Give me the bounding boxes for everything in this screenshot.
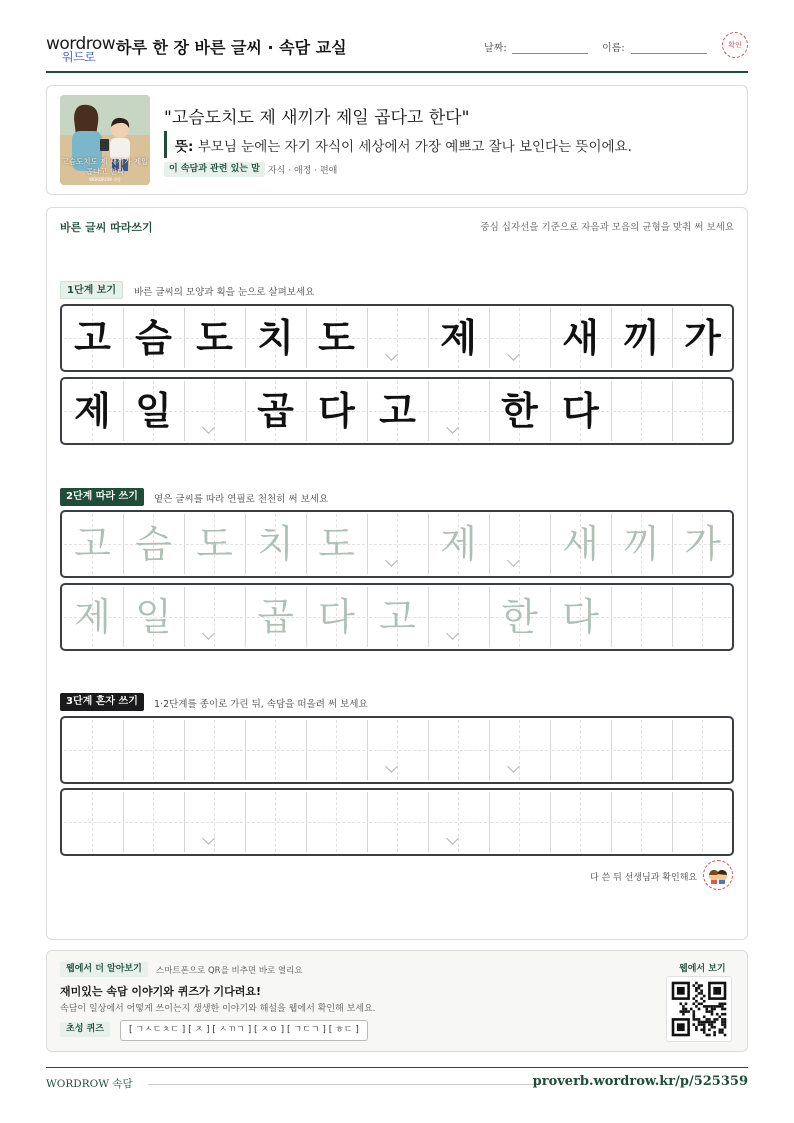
grid-cell[interactable] [306, 512, 367, 576]
grid-cell[interactable] [611, 585, 672, 649]
space-marker-icon [385, 554, 398, 567]
grid-cell[interactable] [672, 512, 733, 576]
grid-cell [672, 379, 733, 443]
space-marker-icon [507, 554, 520, 567]
space-marker-icon [202, 832, 215, 845]
grid-cell[interactable] [123, 512, 184, 576]
grid-char: 제 [440, 522, 477, 566]
grid-char: 끼 [623, 522, 660, 566]
grid-char: 도 [318, 522, 355, 566]
web-more-desc: 속담이 일상에서 어떻게 쓰이는지 생생한 이야기와 해설을 웹에서 확인해 보세요. [60, 1004, 376, 1014]
grid-cell[interactable] [489, 718, 550, 782]
grid-cell[interactable] [489, 512, 550, 576]
qr-label: 웹에서 보기 [679, 964, 726, 974]
grid-cell[interactable] [611, 718, 672, 782]
web-more-sub: 스마트폰으로 QR을 비추면 바로 열리요 [156, 966, 303, 976]
related-words: 자식 · 애정 · 편애 [268, 166, 338, 176]
step1-desc: 바른 글씨의 모양과 획을 눈으로 살펴보세요 [134, 287, 315, 298]
grid-char: 도 [196, 316, 233, 360]
qr-code-icon[interactable] [666, 976, 732, 1042]
grid-cell[interactable] [550, 585, 611, 649]
grid-cell [123, 379, 184, 443]
grid-cell [611, 306, 672, 370]
grid-cell[interactable] [367, 718, 428, 782]
grid-cell[interactable] [672, 585, 733, 649]
grid-char: 도 [318, 316, 355, 360]
grid-cell [489, 379, 550, 443]
name-label: 이름: [602, 43, 625, 54]
teacher-stamp-icon [703, 860, 733, 890]
meaning-accent-bar [164, 131, 167, 158]
stamp-text: 확인 [728, 41, 742, 49]
kids-icon [707, 864, 729, 886]
grid-char: 제 [74, 389, 111, 433]
grid-cell[interactable] [428, 718, 489, 782]
grid-cell[interactable] [306, 585, 367, 649]
grid-char: 슴 [135, 522, 172, 566]
grid-char: 도 [196, 522, 233, 566]
grid-char: 가 [684, 316, 721, 360]
grid-cell[interactable] [62, 585, 123, 649]
web-more-tag: 웹에서 더 알아보기 [60, 962, 148, 977]
grid-char: 치 [257, 316, 294, 360]
grid-char: 다 [318, 389, 355, 433]
grid-cell[interactable] [245, 512, 306, 576]
step2-desc: 옅은 글씨를 따라 연필로 천천히 써 보세요 [154, 494, 329, 505]
grid-cell [367, 306, 428, 370]
grid-cell[interactable] [123, 790, 184, 854]
grid-char: 다 [562, 389, 599, 433]
grid-cell[interactable] [367, 512, 428, 576]
grid-cell[interactable] [184, 790, 245, 854]
grid-cell[interactable] [245, 718, 306, 782]
step1-row1 [60, 304, 734, 372]
grid-cell[interactable] [184, 512, 245, 576]
space-marker-icon [385, 760, 398, 773]
illustration-caption: 고슴도치도 제 새끼가 제일 곱다고 한다 [61, 157, 149, 176]
grid-cell [428, 306, 489, 370]
grid-cell [611, 379, 672, 443]
grid-cell[interactable] [62, 790, 123, 854]
wordrow-logo [46, 34, 116, 64]
grid-cell [184, 379, 245, 443]
grid-cell [62, 306, 123, 370]
grid-char: 일 [135, 595, 172, 639]
footer-divider [46, 1067, 748, 1068]
date-field[interactable] [512, 53, 588, 54]
grid-cell[interactable] [672, 790, 733, 854]
grid-cell[interactable] [367, 585, 428, 649]
grid-char: 곱 [257, 595, 294, 639]
grid-char: 다 [318, 595, 355, 639]
grid-cell[interactable] [672, 718, 733, 782]
grid-cell[interactable] [489, 790, 550, 854]
step2-row2[interactable] [60, 583, 734, 651]
grid-char: 새 [562, 316, 599, 360]
grid-cell[interactable] [611, 512, 672, 576]
grid-cell[interactable] [550, 512, 611, 576]
grid-cell[interactable] [123, 585, 184, 649]
step1-tag: 1단계 보기 [60, 281, 123, 299]
space-marker-icon [507, 760, 520, 773]
grid-cell[interactable] [611, 790, 672, 854]
grid-char: 곱 [257, 389, 294, 433]
grid-char: 고 [74, 522, 111, 566]
grid-cell[interactable] [306, 718, 367, 782]
grid-cell[interactable] [245, 790, 306, 854]
meaning-label: 뜻: [175, 139, 194, 155]
grid-cell [550, 379, 611, 443]
name-field[interactable] [631, 53, 707, 54]
grid-cell [245, 306, 306, 370]
grid-cell[interactable] [306, 790, 367, 854]
grid-char: 제 [440, 316, 477, 360]
grid-cell[interactable] [367, 790, 428, 854]
grid-cell[interactable] [428, 512, 489, 576]
teacher-confirm-text: 다 쓴 뒤 선생님과 확인해요 [590, 873, 698, 883]
grid-cell[interactable] [62, 718, 123, 782]
grid-cell [489, 306, 550, 370]
check-stamp-icon [722, 32, 748, 58]
qr-pattern [667, 977, 731, 1041]
grid-char: 제 [74, 595, 111, 639]
space-marker-icon [507, 348, 520, 361]
grid-cell[interactable] [550, 790, 611, 854]
step3-row2[interactable] [60, 788, 734, 856]
grid-cell [184, 306, 245, 370]
grid-cell[interactable] [489, 585, 550, 649]
grid-cell [672, 306, 733, 370]
web-more-headline: 재미있는 속담 이야기와 퀴즈가 기다려요! [60, 985, 261, 998]
step2-row1[interactable] [60, 510, 734, 578]
grid-char: 고 [379, 595, 416, 639]
footer-brand: WORDROW 속담 [46, 1078, 133, 1090]
footer-url[interactable]: proverb.wordrow.kr/p/525359 [532, 1074, 748, 1089]
header-divider [46, 71, 748, 73]
proverb-meaning [175, 135, 632, 155]
grid-char: 다 [562, 595, 599, 639]
grid-cell [306, 379, 367, 443]
grid-cell [306, 306, 367, 370]
footer-line [148, 1084, 540, 1085]
proverb-illustration [60, 95, 150, 185]
space-marker-icon [202, 421, 215, 434]
related-words-tag: 이 속담과 관련 있는 말 [164, 162, 265, 177]
grid-cell[interactable] [550, 718, 611, 782]
date-label: 날짜: [484, 43, 507, 54]
grid-cell [62, 379, 123, 443]
grid-cell[interactable] [184, 718, 245, 782]
grid-char: 슴 [135, 316, 172, 360]
meaning-text: 부모님 눈에는 자기 자식이 세상에서 가장 예쁘고 잘나 보인다는 뜻이에요. [193, 139, 632, 155]
step1-row2 [60, 377, 734, 445]
illustration-subcaption: WORDROW 속담 [89, 177, 121, 182]
proverb-title: "고슴도치도 제 새끼가 제일 곱다고 한다" [164, 108, 470, 128]
step2-tag: 2단계 따라 쓰기 [60, 488, 144, 506]
grid-cell [428, 379, 489, 443]
grid-char: 한 [501, 389, 538, 433]
grid-char: 치 [257, 522, 294, 566]
logo-subtext: 워드로 [62, 50, 96, 64]
grid-char: 고 [74, 316, 111, 360]
space-marker-icon [446, 627, 459, 640]
step3-desc: 1·2단계를 종이로 가린 뒤, 속담을 떠올려 써 보세요 [154, 699, 368, 710]
grid-cell [245, 379, 306, 443]
grid-char: 일 [135, 389, 172, 433]
grid-cell [367, 379, 428, 443]
grid-cell[interactable] [62, 512, 123, 576]
grid-char: 한 [501, 595, 538, 639]
grid-char: 가 [684, 522, 721, 566]
chosung-quiz-tag: 초성 퀴즈 [60, 1022, 110, 1037]
space-marker-icon [446, 832, 459, 845]
grid-cell [123, 306, 184, 370]
practice-hint: 중심 십자선을 기준으로 자음과 모음의 균형을 맞춰 써 보세요 [480, 222, 734, 233]
space-marker-icon [202, 627, 215, 640]
grid-cell[interactable] [428, 790, 489, 854]
grid-char: 새 [562, 522, 599, 566]
space-marker-icon [385, 348, 398, 361]
space-marker-icon [446, 421, 459, 434]
logo-text: wordrow [46, 34, 116, 54]
chosung-quiz-box: [ ㄱㅅㄷㅊㄷ ] [ ㅈ ] [ ㅅㄲㄱ ] [ ㅈㅇ ] [ ㄱㄷㄱ ] [ ㅎㄷ ] [120, 1020, 368, 1041]
grid-cell [550, 306, 611, 370]
grid-cell[interactable] [123, 718, 184, 782]
practice-title: 바른 글씨 따라쓰기 [60, 221, 153, 234]
step3-row1[interactable] [60, 716, 734, 784]
grid-cell[interactable] [245, 585, 306, 649]
step3-tag: 3단계 혼자 쓰기 [60, 693, 144, 711]
grid-cell[interactable] [184, 585, 245, 649]
grid-cell[interactable] [428, 585, 489, 649]
grid-char: 고 [379, 389, 416, 433]
grid-char: 끼 [623, 316, 660, 360]
page-title: 하루 한 장 바른 글씨 · 속담 교실 [116, 38, 347, 57]
